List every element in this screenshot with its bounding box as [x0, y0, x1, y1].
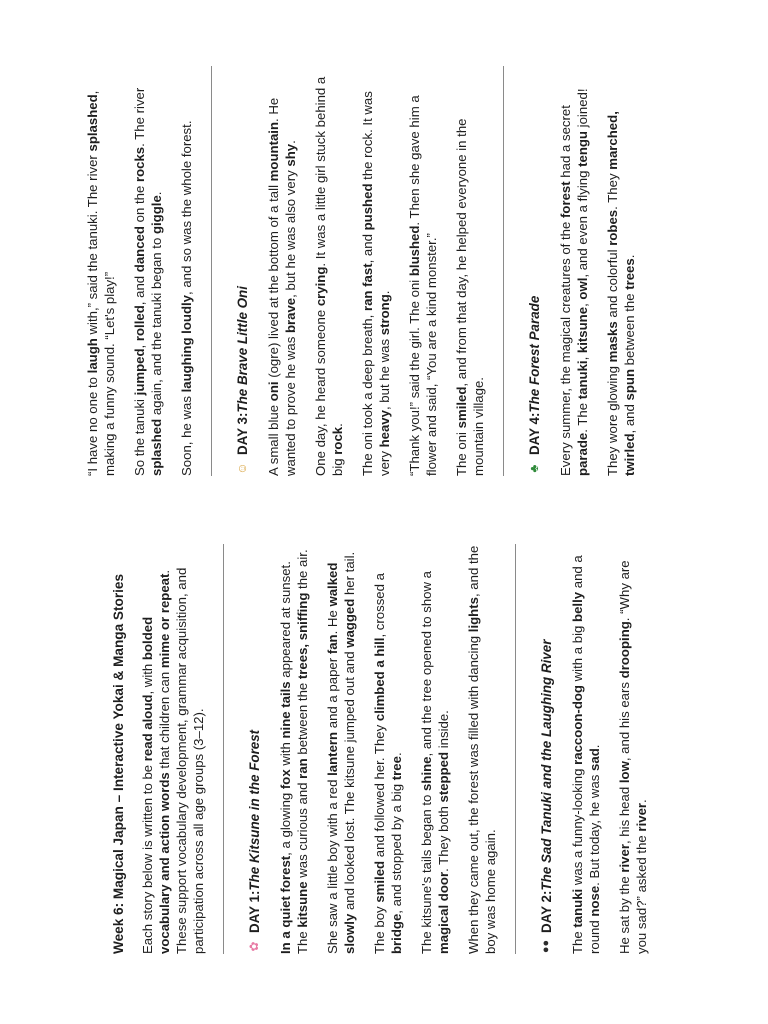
vocabulary-word: brave	[283, 297, 298, 334]
vocabulary-word: fox	[278, 769, 293, 790]
vocabulary-word: river	[634, 802, 649, 832]
vocabulary-word: fan	[325, 634, 340, 655]
story-paragraph: So the tanuki jumped, rolled, and danced on the rocks. The river splashed again, and the tanuki began to giggle.	[132, 87, 164, 476]
vocabulary-word: lantern	[325, 731, 340, 776]
day-title: The Forest Parade	[527, 295, 542, 413]
section-divider	[211, 66, 212, 476]
vocabulary-word: parade	[575, 432, 590, 476]
vocabulary-word: mountain	[266, 121, 281, 182]
section-divider	[515, 544, 516, 954]
day-title: The Kitsune in the Forest	[247, 729, 262, 891]
story-paragraph: Every summer, the magical creatures of the forest had a secret parade. The tanuki, kitsune, owl, and even a flying tengu joined!	[558, 88, 590, 476]
story-paragraph: She saw a little boy with a red lantern and a paper fan. He walked slowly and looked lost. The kitsune jumped out and wagged her tail.	[325, 551, 357, 954]
vocabulary-word: shine	[419, 756, 434, 791]
story-paragraph: The boy smiled and followed her. They climbed a hill, crossed a bridge, and stopped by a big tree.	[372, 573, 404, 954]
vocabulary-word: splashed	[85, 94, 100, 152]
vocabulary-word: climbed a hill	[372, 637, 387, 722]
vocabulary-word: read aloud	[140, 694, 155, 762]
day-title: The Sad Tanuki and the Laughing River	[539, 639, 554, 891]
vocabulary-word: nose	[587, 885, 602, 917]
page-title: Week 6: Magical Japan – Interactive Yokai & Manga Stories	[111, 573, 126, 954]
day-2-heading	[538, 544, 555, 954]
vocabulary-word: trees, sniffing	[295, 592, 310, 680]
day-title: The Brave Little Oni	[235, 286, 250, 413]
day-label: DAY 3:	[235, 412, 250, 455]
day-label: DAY 1:	[247, 890, 262, 933]
vocabulary-word: crying	[313, 266, 328, 307]
section-divider	[503, 66, 504, 476]
day-1-heading	[246, 544, 263, 954]
vocabulary-word: smiled	[454, 386, 469, 429]
vocabulary-word: blushed	[407, 225, 422, 277]
vocabulary-word: masks	[605, 321, 620, 363]
story-paragraph: They wore glowing masks and colorful robes. They marched, twirled, and spun between the trees.	[605, 111, 637, 476]
story-paragraph: A small blue oni (ogre) lived at the bottom of a tall mountain. He wanted to prove he was brave, but he was also very shy.	[266, 97, 298, 476]
vocabulary-word: tanuki	[570, 888, 585, 928]
vocabulary-word: mime or repeat	[157, 573, 172, 669]
vocabulary-word: rock	[330, 426, 345, 455]
story-paragraph: “Thank you!” said the girl. The oni blushed. Then she gave him a flower and said, “You are a kind monster.”	[407, 95, 439, 476]
vocabulary-word: ran	[295, 758, 310, 779]
vocabulary-word: forest	[278, 855, 293, 893]
vocabulary-word: marched, twirled	[605, 111, 637, 476]
vocabulary-word: tengu	[575, 131, 590, 167]
vocabulary-word: forest	[558, 181, 573, 218]
flower-icon: ✿	[247, 941, 261, 952]
story-paragraph: Soon, he was laughing loudly, and so was the whole forest.	[179, 120, 194, 476]
child-icon: ☺	[235, 462, 249, 475]
vocabulary-word: nine tails	[278, 681, 293, 739]
vocabulary-word: shy	[283, 143, 298, 167]
vocabulary-word: laughing loudly	[179, 294, 194, 393]
vocabulary-word: owl	[575, 277, 590, 300]
vocabulary-word: pushed	[360, 183, 375, 231]
vocabulary-word: heavy	[377, 410, 392, 448]
vocabulary-word: kitsune	[575, 306, 590, 354]
story-paragraph: The tanuki was a funny-looking raccoon-dog with a big belly and a round nose. But today, he was sad.	[570, 555, 602, 954]
section-divider	[223, 544, 224, 954]
vocabulary-word: low	[617, 761, 632, 784]
vocabulary-word: spun	[622, 368, 637, 401]
vocabulary-word: magical door	[436, 871, 451, 954]
vocabulary-word: river	[617, 844, 632, 873]
story-paragraph: When they came out, the forest was filled with dancing lights, and the boy was home again.	[466, 545, 498, 954]
vocabulary-word: robes	[605, 209, 620, 246]
vocabulary-word: tanuki	[575, 360, 590, 400]
vocabulary-word: tree	[389, 756, 404, 781]
paw-prints-icon: ●●	[540, 939, 552, 954]
vocabulary-word: ran fast	[360, 263, 375, 312]
vocabulary-word: laugh	[85, 338, 100, 374]
story-paragraph: One day, he heard someone crying. It was a little girl stuck behind a big rock.	[313, 76, 345, 476]
story-paragraph: The oni smiled, and from that day, he helped everyone in the mountain village.	[454, 118, 486, 476]
vocabulary-word: smiled	[372, 860, 387, 903]
intro-paragraph: Each story below is written to be read aloud, with bolded vocabulary and action words that children can mime or repeat. These support vocabulary development, grammar acquisition, and participation across all age groups (3–12).	[140, 567, 206, 954]
vocabulary-word: trees	[622, 258, 637, 290]
vocabulary-word: bolded vocabulary and action words	[140, 616, 172, 954]
story-paragraph: The kitsune's tails began to shine, and the tree opened to show a magical door. They both stepped inside.	[419, 570, 451, 954]
day-4-heading	[526, 66, 543, 476]
vocabulary-word: In a quiet	[278, 892, 293, 954]
vocabulary-word: raccoon-dog	[570, 685, 585, 765]
day-3-heading	[234, 66, 251, 476]
vocabulary-word: walked slowly	[325, 562, 357, 954]
story-paragraph: The oni took a deep breath, ran fast, and pushed the rock. It was very heavy, but he was strong.	[360, 91, 392, 476]
right-column	[84, 66, 651, 476]
vocabulary-word: danced	[132, 226, 147, 273]
vocabulary-word: rocks	[132, 146, 147, 183]
vocabulary-word: rolled	[132, 305, 147, 342]
left-column	[84, 544, 663, 954]
vocabulary-word: sad	[587, 748, 602, 771]
vocabulary-word: drooping	[617, 621, 632, 679]
day-label: DAY 4:	[527, 412, 542, 455]
vocabulary-word: wagged	[342, 598, 357, 648]
story-paragraph: He sat by the river, his head low, and his ears drooping. “Why are you sad?” asked the river.	[617, 560, 649, 954]
story-paragraph: In a quiet forest, a glowing fox with nine tails appeared at sunset. The kitsune was curious and ran between the trees, sniffing the air.	[278, 549, 310, 954]
vocabulary-word: jumped	[132, 348, 147, 396]
vocabulary-word: lights	[466, 597, 481, 633]
day-label: DAY 2:	[539, 890, 554, 933]
vocabulary-word: belly	[570, 591, 585, 622]
tree-icon: ♣	[527, 464, 541, 473]
vocabulary-word: stepped	[436, 751, 451, 803]
vocabulary-word: strong	[377, 294, 392, 336]
vocabulary-word: oni	[266, 381, 281, 402]
vocabulary-word: giggle	[149, 195, 164, 235]
story-paragraph: “I have no one to laugh with,” said the tanuki. The river splashed, making a funny sound. “Let's play!”	[85, 90, 117, 476]
vocabulary-word: kitsune	[295, 881, 310, 928]
vocabulary-word: bridge	[389, 913, 404, 954]
vocabulary-word: splashed	[149, 418, 164, 476]
